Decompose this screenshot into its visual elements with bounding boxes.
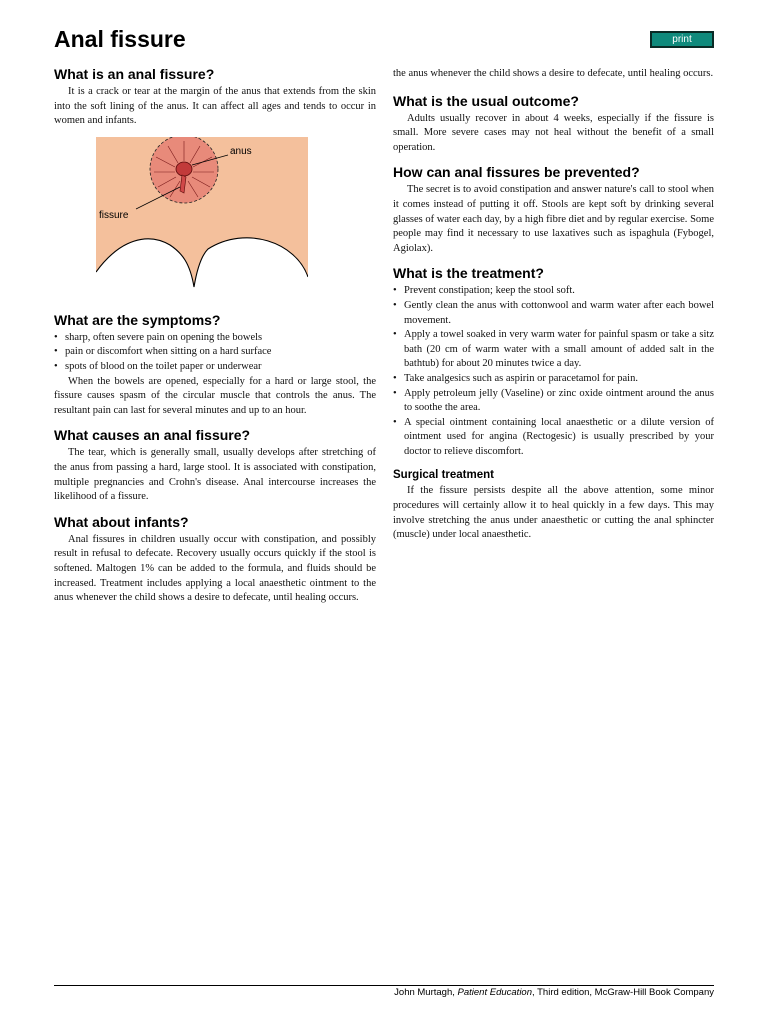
section-heading: What is the usual outcome?	[393, 92, 579, 109]
section-prevention	[393, 163, 714, 256]
list-item: • Gently clean the anus with cottonwool and warm water after each bowel movement.	[393, 299, 714, 328]
section-what-is	[54, 65, 376, 129]
footer-publisher: , Third edition, McGraw-Hill Book Company	[532, 987, 714, 998]
section-text: Anal fissures in children usually occur with constipation, and possibly result in refusal to defecate. Recovery usually occurs quickly if the stool is softened. Maltogen 1% can be added to the formula, and fluids should be increased. Treatment includes applying a local anaesthetic ointment to the anus whenever the child shows a desire to defecate, until healing occurs.	[54, 533, 376, 604]
section-heading: What is an anal fissure?	[54, 66, 215, 82]
section-text: The tear, which is generally small, usually develops after stretching of the anus from passing a hard, large stool. It is associated with constipation, multiple pregnancies and Crohn's disease. Anal intercourse increases the likelihood of a fissure.	[54, 447, 376, 503]
anus-opening	[176, 162, 192, 176]
footer-book-title: Patient Education	[457, 987, 533, 998]
footer-citation	[394, 987, 714, 998]
section-heading: What about infants?	[54, 513, 189, 530]
section-heading: What are the symptoms?	[54, 311, 221, 328]
infants-text-continued: the anus whenever the child shows a desire to defecate, until healing occurs.	[393, 68, 714, 79]
section-outcome	[393, 92, 714, 156]
section-text: The secret is to avoid constipation and answer nature's call to stool when it comes instead of putting it off. Stools are kept soft by drinking several glasses of water each day, by a high fibre diet and by regular exercise. Some people may find it necessary to use laxatives such as ispaghula (Fybogel, Agiolax).	[393, 184, 714, 254]
symptoms-list	[54, 331, 376, 375]
right-column	[393, 67, 714, 551]
list-item: • Prevent constipation; keep the stool soft.	[393, 284, 714, 299]
label-anus: anus	[230, 145, 252, 157]
section-text: When the bowels are opened, especially for a hard or large stool, the fissure causes spasm of the circular muscle that controls the anus. The resultant pain can last for several minutes and up to an hour.	[54, 375, 376, 416]
left-column	[54, 65, 376, 613]
section-surgical	[393, 467, 714, 542]
section-infants	[54, 513, 376, 605]
label-fissure: fissure	[99, 209, 129, 221]
section-heading: How can anal fissures be prevented?	[393, 164, 640, 181]
footer-author: John Murtagh,	[394, 987, 455, 998]
page-title: Anal fissure	[54, 26, 186, 52]
list-item: • spots of blood on the toilet paper or underwear	[54, 360, 376, 375]
list-item: • A special ointment containing local anaesthetic or a dilute version of ointment used for angina (Rectogesic) is usually prescribed by your doctor to relieve discomfort.	[393, 416, 714, 460]
print-button[interactable]: print	[650, 31, 714, 48]
section-subheading: Surgical treatment	[393, 469, 494, 482]
section-text: Adults usually recover in about 4 weeks, especially if the fissure is small. More severe cases may not heal without the benefit of a small operation.	[393, 112, 714, 153]
section-symptoms	[54, 311, 376, 419]
list-item: • Take analgesics such as aspirin or paracetamol for pain.	[393, 372, 714, 387]
section-causes	[54, 426, 376, 504]
list-item: • Apply petroleum jelly (Vaseline) or zinc oxide ointment around the anus to soothe the area.	[393, 387, 714, 416]
section-heading: What causes an anal fissure?	[54, 427, 251, 444]
treatment-list	[393, 284, 714, 459]
footer-rule	[54, 985, 714, 986]
list-item: • Apply a towel soaked in very warm water for painful spasm or take a sitz bath (20 cm of warm water with a small amount of added salt in the bathtub) for about 20 minutes twice a day.	[393, 328, 714, 372]
section-heading: What is the treatment?	[393, 265, 544, 282]
list-item: • sharp, often severe pain on opening the bowels	[54, 331, 376, 346]
section-treatment	[393, 264, 714, 459]
list-item: • pain or discomfort when sitting on a hard surface	[54, 345, 376, 360]
section-text: It is a crack or tear at the margin of the anus that extends from the skin into the soft lining of the anus. It can affect all ages and tends to occur in women and infants.	[54, 86, 376, 127]
section-text: If the fissure persists despite all the above attention, some minor procedures will certainly allow it to heal quickly in a few days. This may involve stretching the anus under anaesthetic or cutting the anal sphincter (muscle) under local anaesthetic.	[393, 485, 714, 541]
anal-fissure-illustration	[96, 137, 308, 295]
